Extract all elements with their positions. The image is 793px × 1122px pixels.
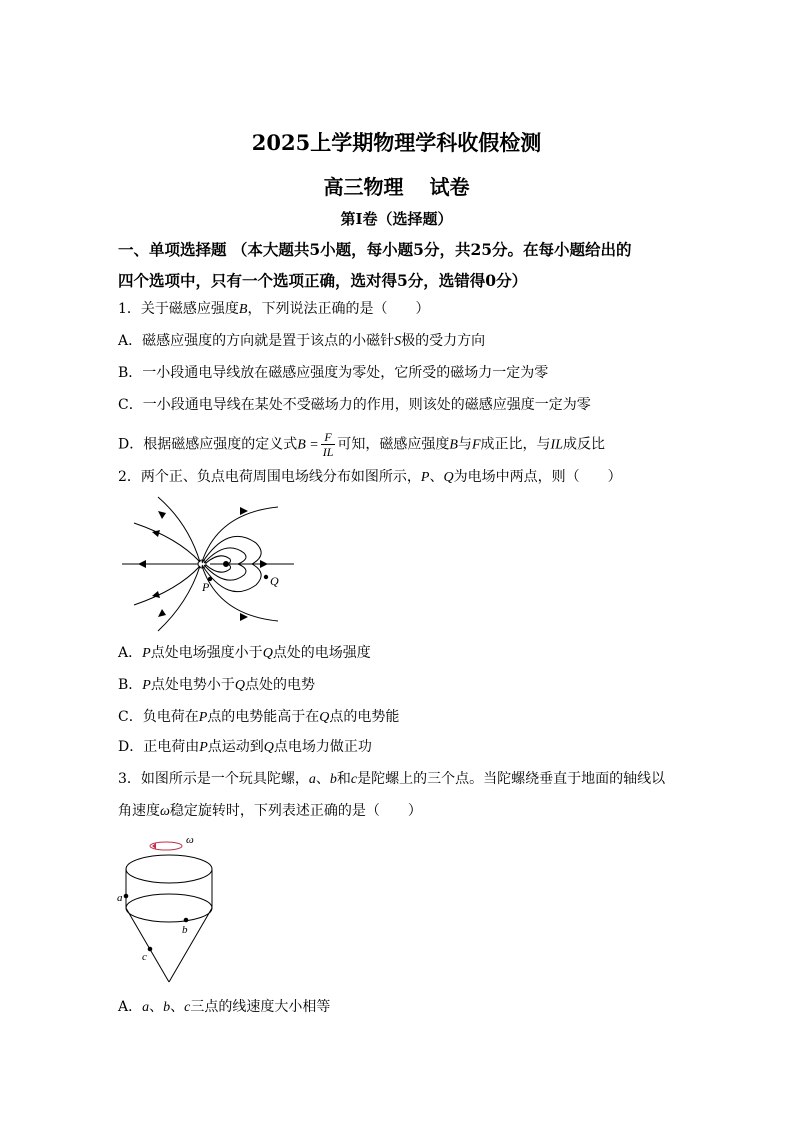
q3-stem-line-2: 角速度ω稳定旋转时，下列表述正确的是（ ）: [118, 803, 422, 819]
point-q-dot: [264, 575, 268, 579]
arrow-right: [260, 560, 268, 568]
subtitle-paper: 试卷: [429, 175, 470, 199]
exam-title: 2025上学期物理学科收假检测: [251, 130, 542, 155]
point-a-dot: [124, 894, 129, 899]
label-p: P: [202, 580, 210, 594]
exam-subtitle: [0, 171, 793, 200]
field-line-ul2: [134, 523, 200, 562]
q1-option-d: D．根据磁感应强度的定义式B = $\frac{F}{IL}$ 可知，磁感应强度B与F成正比，与IL成反比: [118, 430, 605, 459]
field-line-ul1: [158, 497, 200, 562]
label-c: c: [142, 951, 147, 963]
point-b-dot: [184, 918, 189, 923]
q1-option-b: B．一小段通电导线放在磁感应强度为零处，它所受的磁场力一定为零: [118, 365, 549, 381]
field-line-ll2: [134, 566, 200, 605]
q3-option-a: A．a、b、c三点的线速度大小相等: [118, 999, 331, 1015]
label-b: b: [182, 924, 188, 936]
label-a: a: [117, 892, 123, 904]
q2-stem: 2．两个正、负点电荷周围电场线分布如图所示，P、Q为电场中两点，则（ ）: [118, 469, 622, 485]
field-line-ll1: [158, 566, 200, 631]
part-heading: 第I卷（选择题）: [340, 210, 453, 228]
q2-option-b: B．P点处电势小于Q点处的电势: [118, 677, 315, 693]
label-q: Q: [270, 574, 279, 588]
section-heading-line-2: 四个选项中，只有一个选项正确，选对得5分，选错得0分）: [118, 271, 528, 290]
q1-stem: 1．关于磁感应强度B，下列说法正确的是（ ）: [118, 301, 430, 317]
arrow-ul2: [152, 530, 160, 537]
arrow-ll: [158, 609, 166, 617]
electric-field-figure: [118, 493, 298, 633]
cone-right: [169, 908, 212, 982]
negative-charge: [224, 562, 229, 567]
top-ellipse: [126, 855, 212, 883]
q3-stem-line-1: 3．如图所示是一个玩具陀螺，a、b和c是陀螺上的三个点。当陀螺绕垂直于地面的轴线以: [118, 771, 666, 787]
cone-left: [126, 908, 169, 982]
arrow-ul: [158, 511, 166, 519]
section-heading-line-1: 一、单项选择题 （本大题共5小题，每小题5分，共25分。在每小题给出的: [118, 240, 632, 259]
q1-option-c: C．一小段通电导线在某处不受磁场力的作用，则该处的磁感应强度一定为零: [118, 397, 591, 413]
arrow-ll2: [152, 591, 160, 598]
label-omega: ω: [186, 834, 194, 846]
q1-option-a: A．磁感应强度的方向就是置于该点的小磁针S极的受力方向: [118, 333, 486, 349]
arrow-left: [138, 560, 146, 568]
bottom-back-arc: [126, 894, 212, 908]
bottom-front-arc: [126, 908, 212, 922]
spinning-top-figure: [116, 832, 226, 988]
definition-fraction: $\frac{F}{IL}$: [322, 430, 334, 459]
q2-option-d: D．正电荷由P点运动到Q点电场力做正功: [118, 739, 372, 755]
subtitle-subject: 高三物理: [323, 175, 404, 199]
q2-option-a: A．P点处电场强度小于Q点处的电场强度: [118, 645, 371, 661]
q2-option-c: C．负电荷在P点的电势能高于在Q点的电势能: [118, 709, 400, 725]
point-c-dot: [148, 947, 153, 952]
